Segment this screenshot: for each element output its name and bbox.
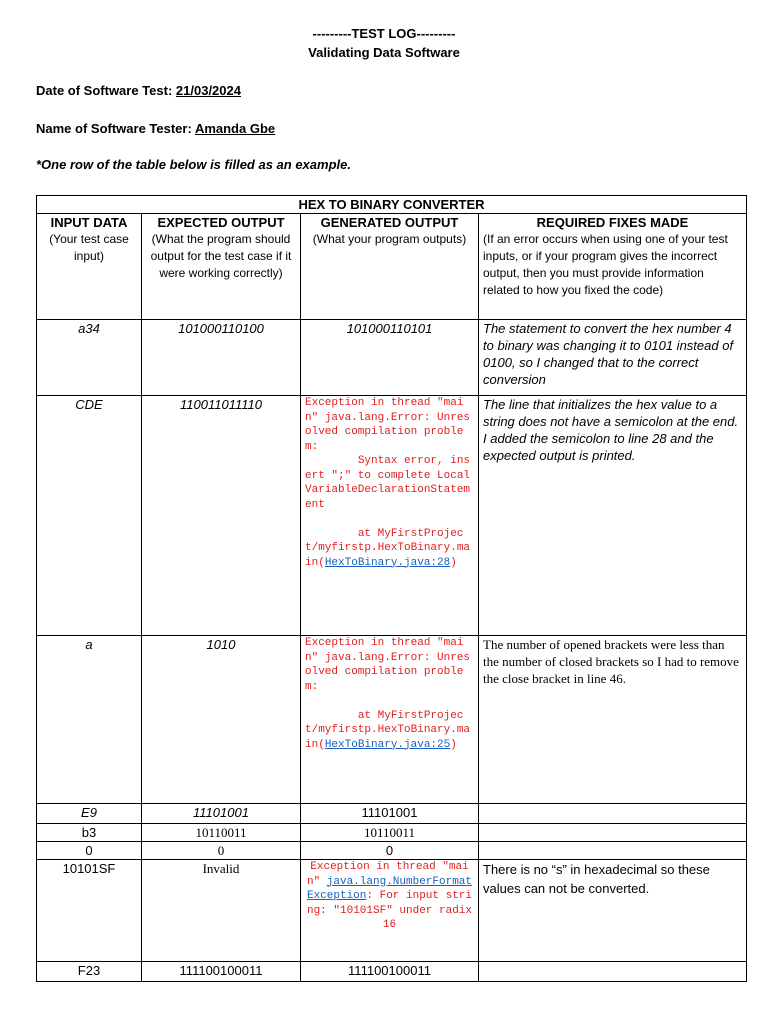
table-row <box>37 396 747 636</box>
fix-cell: The number of opened brackets were less than the number of closed brackets so I had to remove the close bracket in line 46. <box>479 636 747 804</box>
table-row <box>37 824 747 842</box>
test-date-value: 21/03/2024 <box>175 83 241 98</box>
expected-cell: 111100100011 <box>142 962 301 982</box>
input-cell: E9 <box>37 804 142 824</box>
fix-cell: The statement to convert the hex number 4 to binary was changing it to 0101 instead of 0100, so I changed that to the correct conversion <box>479 320 747 396</box>
error-text: Exception in thread "main" java.lang.Error: Unresolved compilation problem: at MyFirstProject/myfirstp.HexToBinary.main( <box>305 637 471 751</box>
fix-cell <box>479 842 747 860</box>
error-text-end: ) <box>450 556 457 569</box>
expected-cell: Invalid <box>142 860 301 962</box>
expected-cell: 11101001 <box>142 804 301 824</box>
table-row <box>37 842 747 860</box>
expected-cell: 1010 <box>142 636 301 804</box>
table-header-row <box>37 214 747 320</box>
input-cell: 0 <box>37 842 142 860</box>
expected-cell: 10110011 <box>142 824 301 842</box>
generated-cell <box>301 396 479 636</box>
tester-name-label: Name of Software Tester: <box>36 121 192 136</box>
tester-name-line <box>36 121 275 136</box>
table-row <box>37 860 747 962</box>
generated-cell: 101000110101 <box>301 320 479 396</box>
fix-cell <box>479 824 747 842</box>
column-header-generated: GENERATED OUTPUT (What your program outputs) <box>301 214 479 320</box>
error-text-end: ) <box>450 738 457 751</box>
error-text: Exception in thread "main" java.lang.Error: Unresolved compilation problem: Syntax error, insert ";" to complete LocalVariableDeclarationStatement at MyFirstProject/myfirstp.HexToBinary.main( <box>305 397 471 569</box>
generated-cell <box>301 860 479 962</box>
input-cell: CDE <box>37 396 142 636</box>
fix-cell: There is no “s” in hexadecimal so these values can not be converted. <box>479 860 747 962</box>
input-cell: a <box>37 636 142 804</box>
fix-cell <box>479 962 747 982</box>
table-row <box>37 320 747 396</box>
generated-cell: 10110011 <box>301 824 479 842</box>
generated-cell <box>301 636 479 804</box>
generated-cell: 11101001 <box>301 804 479 824</box>
expected-cell: 0 <box>142 842 301 860</box>
expected-cell: 101000110100 <box>142 320 301 396</box>
error-source-link[interactable]: HexToBinary.java:28 <box>324 556 451 569</box>
error-source-link[interactable]: HexToBinary.java:25 <box>324 738 451 751</box>
column-header-fixes: REQUIRED FIXES MADE (If an error occurs when using one of your test inputs, or if your program gives the incorrect output, then you must provide information related to how you fixed the code) <box>479 214 747 320</box>
table-title: HEX TO BINARY CONVERTER <box>37 196 747 214</box>
input-cell: F23 <box>37 962 142 982</box>
error-text: Exception in thread "main" <box>306 861 469 888</box>
test-date-label: Date of Software Test: <box>36 83 173 98</box>
document-subtitle: Validating Data Software <box>308 45 460 60</box>
example-note: *One row of the table below is filled as an example. <box>36 157 351 172</box>
column-header-input: INPUT DATA (Your test case input) <box>37 214 142 320</box>
input-cell: 10101SF <box>37 860 142 962</box>
document-title: ---------TEST LOG--------- <box>312 26 456 41</box>
input-cell: b3 <box>37 824 142 842</box>
generated-cell: 111100100011 <box>301 962 479 982</box>
tester-name-value: Amanda Gbe <box>194 121 276 136</box>
expected-cell: 110011011110 <box>142 396 301 636</box>
table-row <box>37 636 747 804</box>
test-log-table <box>36 195 747 982</box>
input-cell: a34 <box>37 320 142 396</box>
test-date-line <box>36 83 241 98</box>
error-text-end: : For input string: "10101SF" under radix 16 <box>306 890 479 931</box>
column-header-expected: EXPECTED OUTPUT (What the program should output for the test case if it were working correctly) <box>142 214 301 320</box>
exception-link[interactable]: java.lang.NumberFormatException <box>306 875 473 902</box>
table-row <box>37 962 747 982</box>
generated-cell: 0 <box>301 842 479 860</box>
table-row <box>37 804 747 824</box>
fix-cell <box>479 804 747 824</box>
fix-cell: The line that initializes the hex value to a string does not have a semicolon at the end. I added the semicolon to line 28 and the expected output is printed. <box>479 396 747 636</box>
